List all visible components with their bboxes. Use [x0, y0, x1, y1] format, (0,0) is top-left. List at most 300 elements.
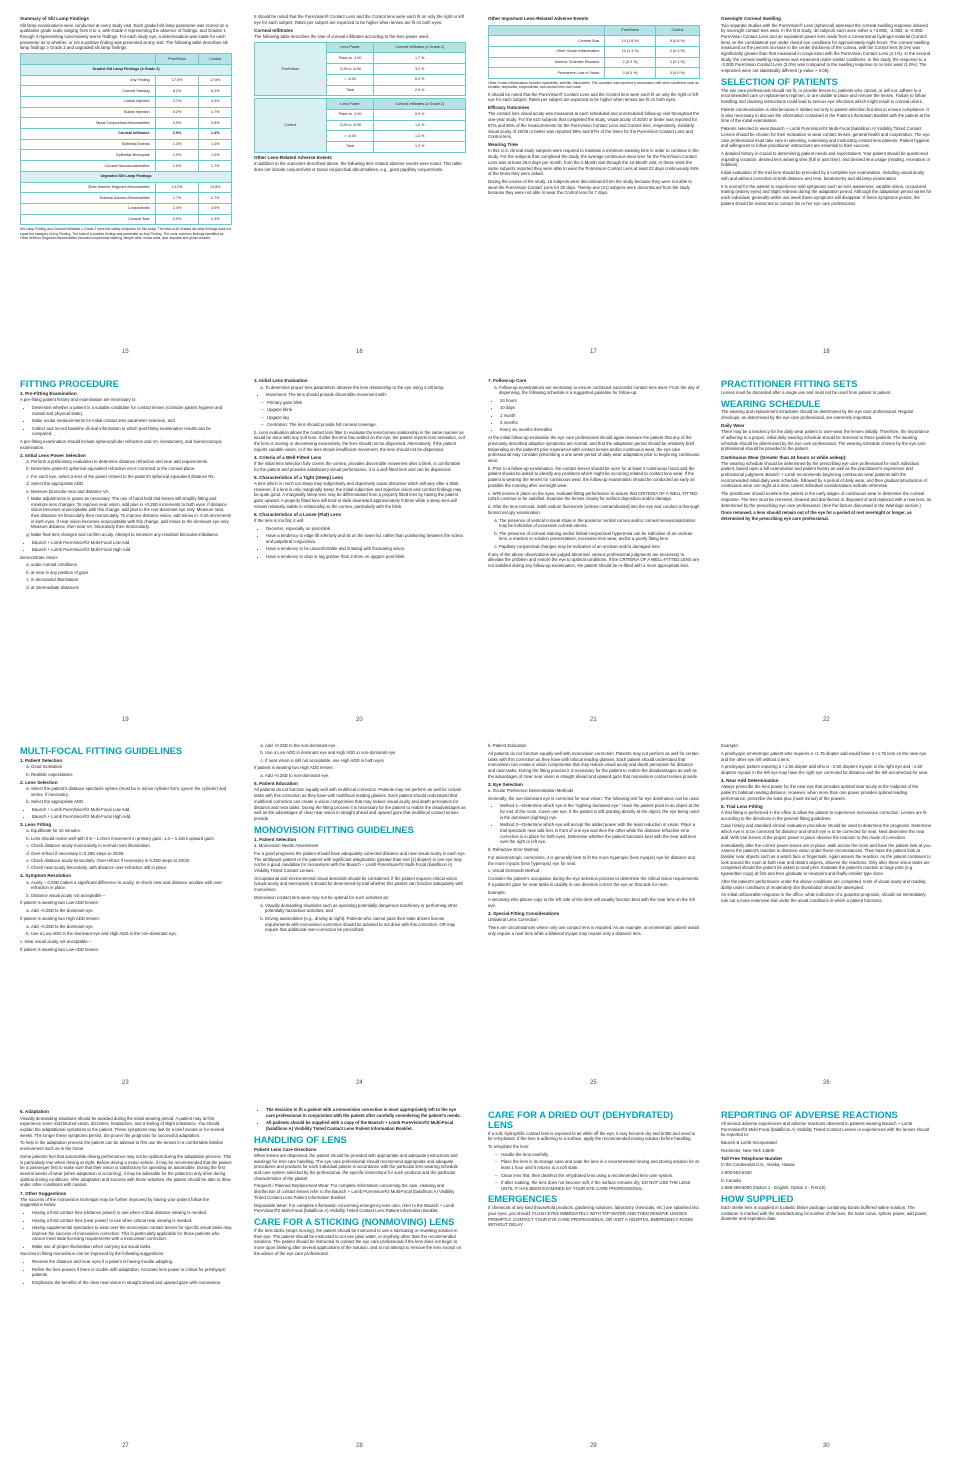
table-cell: Epithelial Edema: [21, 139, 156, 150]
section-heading: SELECTION OF PATIENTS: [721, 75, 838, 87]
paragraph: Lenses must be discarded after a single use and must not be used from patient to patient.: [721, 389, 892, 395]
lettered-list: [254, 385, 466, 391]
paragraph: Case history and standard clinical evaluation procedure should be used to determine the prognosis. Determine which eye is to be corrected for distance and which eye is to be corrected for near. Next determine the near add. With trial lenses of the proper power in place observe the reaction to this mode of correction.: [721, 823, 932, 840]
page-number: 26: [823, 1080, 830, 1086]
list-item: • Bausch + Lomb PureVision®2 Multi-Focal High Add.: [32, 814, 232, 820]
paragraph: If the initial lens selection fully covers the cornea, provides discernible movement after a blink, is comfortable for the patient and provides satisfactory visual performance, it is a well fitted lens and can be dispensed.: [254, 461, 461, 472]
paragraph: The contact lens visual acuity was measured at each scheduled and unscheduled follow-up visit throughout the one-year study. For the 610 subjects that completed the study, visual acuity of 20/20 or better was reported for 87% and 86% of the measurements for the PureVision Contact Lens and Control lens, respectively. Similarly, visual acuity of 20/25 or better was reported 98% and 97% of the times for the PureVision Contact Lens and Control lens.: [488, 111, 700, 140]
table-cell: 8.4%: [199, 86, 232, 97]
subheading: 7. Follow-up Care: [488, 378, 527, 384]
page-20: [254, 376, 466, 711]
table-cell: Limbal Injection: [21, 96, 156, 107]
table-row: [21, 193, 232, 204]
list-item: • 3 months: [500, 420, 700, 426]
paragraph: An initial unfavorable response in the office, while indicative of a guarded prognosis, should not immediately rule out a more extensive trial under the usual conditions in which a patient functions.: [721, 892, 926, 904]
paragraph: Initial evaluation of the trial lens should be preceded by a complete eye examination, including visual acuity with and without correction at both distance and near, keratometry and slit lamp examination.: [721, 170, 925, 181]
subheading: 2. Lens Selection: [20, 779, 58, 785]
page-number: 20: [356, 717, 363, 723]
subheading: 4. Symptom Resolution: [20, 873, 72, 879]
paragraph: Consider the patient's occupation during the eye selection process to determine the critical vision requirements. If a patient's gaze for near tasks is usually in one direction correct the eye on that side for near.: [488, 876, 700, 887]
table-cell: 2.0%: [199, 203, 232, 214]
table-cell: 4.3%: [199, 96, 232, 107]
dash-list: [488, 1152, 700, 1191]
table-cell: 1.0%: [155, 161, 199, 172]
table-cell: 17.5%: [155, 75, 199, 86]
list-item: a. Follow-up examinations are necessary to ensure continued successful contact lens wear. From the day of dispensing, the following schedule is a suggested guideline for follow-up:: [499, 385, 700, 396]
list-item: a. Add +0.25D to the non-dominant eye: [265, 743, 466, 749]
paragraph: 1-888-459-5000 (Option 1 - English, Option 2 - French): [721, 1185, 826, 1191]
paragraph: All patients do not function equally well with monovision correction. Patients may not perform as well for certain tasks with this correction as they have with bifocal reading glasses. Each patient should understand that monovision can create a vision compromise that may reduce visual acuity and depth perception for distance and near tasks. During the fitting process it is necessary for the patient to realize the disadvantages as well as the advantages of clear near vision in straight ahead and upward gaze that monovision contact lenses provide.: [488, 750, 699, 779]
page-number: 27: [122, 1443, 129, 1449]
page-26: [721, 743, 933, 1074]
table-group-label: Graded Slit Lamp Findings (≥ Grade 2): [21, 64, 232, 75]
paragraph: If the lens is too flat, it will:: [254, 518, 304, 524]
list-item: • Bausch + Lomb PureVision®2 Multi-Focal High Add: [32, 547, 232, 553]
paragraph: At the initial follow-up evaluation the eye care professional should again reassure the patient that any of the previously described adaptive symptoms are normal, and that the adaptation period should be relatively brief. Depending on the patient's prior experience with contact lenses and/or continuous wear, the eye care professional may consider prescribing a one week period of daily wear adaptation prior to beginning continuous wear.: [488, 435, 700, 463]
page-16: [254, 14, 466, 343]
lettered-list: [254, 743, 466, 763]
subheading: 3. Lens Fitting: [20, 822, 52, 828]
table-header: PureVision: [605, 25, 655, 36]
table-cell: Plano to -3.00: [326, 109, 374, 120]
table-cell: 0 (0.0 %): [605, 68, 655, 79]
table-cell: Permanent Loss of Vision: [489, 68, 605, 79]
list-item: b. Use a Low ADD in the dominant eye and High ADD in the non-dominant eye.: [31, 931, 232, 937]
paragraph: Monovision contact lens wear may not be optimal for such activities as:: [254, 894, 389, 900]
page-number: 23: [122, 1080, 129, 1086]
table-row-header: Control: [255, 99, 327, 153]
page-number: 30: [823, 1443, 830, 1449]
table-row: [489, 57, 700, 68]
paragraph: b. Patient Education: [488, 743, 527, 748]
table-cell: Total: [326, 142, 374, 153]
table-row: [21, 96, 232, 107]
list-item: – If after soaking, the lens does not become soft, if the surface remains dry, DO NOT USE THE LENS UNTIL IT HAS BEEN EXAMINED BY YOUR EYE CARE PROFESSIONAL.: [501, 1180, 700, 1191]
paragraph: When lenses are dispensed, the patient should be provided with appropriate and adequate instructions and warnings for lens care handling. The eye care professional should recommend appropriate and adequate procedures and products for each individual patient in accordance with the particular lens wearing schedule and care system selected by the professional, the specific instructions for such products and the particular characteristics of the patient.: [254, 1152, 458, 1181]
paragraph: Visually demanding situations should be avoided during the initial wearing period. A patient may at first experience some mild blurred vision, dizziness, headaches, and a feeling of slight imbalance. You should explain the adaptational symptoms to the patient. These symptoms may last for a brief minute or for several weeks. The longer these symptoms persist, the poorer the prognosis for successful adaptation.: [20, 1115, 225, 1138]
table-cell: 4.7%: [199, 107, 232, 118]
section-heading: MONOVISION FITTING GUIDELINES: [254, 823, 414, 835]
paragraph: A detailed history is crucial to determining patient needs and expectations. Your patient should be questioned regarding vocation, desired lens wearing time (full or part time), and desired lens usage (reading, recreation or hobbies).: [721, 151, 931, 168]
page-number: 19: [122, 717, 129, 723]
lettered-list: [20, 828, 232, 871]
page-29: [488, 1107, 700, 1437]
table-group-row: [21, 64, 232, 75]
table-cell: 14 (1.8 %): [605, 36, 655, 47]
list-item: • Having supplemental spectacles to wear over the monovision contact lenses for specific visual tasks may improve the success of monovision correction. This is particularly applicable for those patients who cannot meet state licensing requirements with a monovision correction.: [32, 1225, 232, 1242]
table-cell: 17.6%: [199, 75, 232, 86]
table-cell: 3.7%: [155, 96, 199, 107]
list-item: a. Equilibrate for 10 minutes.: [31, 828, 232, 834]
table-cell: 1.7%: [199, 161, 232, 172]
bullet-list: [20, 405, 232, 437]
table-cell: Other Anterior Segment Abnormalities: [21, 182, 156, 193]
section-heading: CARE FOR A STICKING (NONMOVING) LENS: [254, 1216, 455, 1228]
paragraph: The eye care professional should not fit, or provide lenses to, patients who cannot, or will not, adhere to a recommended care or replacement regimen, or are unable to place and remove the lenses. Failure to follow handling and cleaning instructions could lead to serious eye infections which might result in corneal ulcers.: [721, 87, 926, 105]
paragraph: It is normal for the patient to experience mild symptoms such as lens awareness, variable vision, occasional tearing (watery eyes) and slight redness during the adaptation period. Although the adaptation period varies for each individual, generally within one week these symptoms will disappear. If these symptoms persist, the patient should be instructed to contact his or her eye care professional.: [721, 183, 932, 206]
table-row: [21, 182, 232, 193]
table-cell: Any Finding: [21, 75, 156, 86]
table-cell: > -6.00: [326, 131, 374, 142]
table-cell: External Adnexa Abnormalities: [21, 193, 156, 204]
table-cell: 2.7%: [199, 193, 232, 204]
paragraph: Patients selected to wear Bausch + Lomb PureVision®2 Multi-Focal (balafilcon A) Visibility Tinted Contact Lenses should be chosen for their motivation to wear contact lenses, general health and cooperation. The eye care professional must take care in selecting, examining and instructing contact lens patients. Patient hygiene and willingness to follow practitioner instructions are essential to their success.: [721, 126, 930, 149]
subheading: 6. Adaptation: [20, 1109, 49, 1115]
table-row: [489, 36, 700, 47]
table-cell: 6.4 %: [374, 74, 466, 85]
subheading: Efficacy Outcomes: [488, 105, 530, 111]
paragraph: It should be noted that the PureVision® Contact Lens and the Control lens were each fit on only the right or left eye for each subject. Rates per subject are expected to be higher when lenses are fit on both eyes.: [254, 14, 465, 25]
subheading: 1. Patient Selection: [254, 836, 297, 842]
page-21: [488, 376, 700, 711]
subheading: Overnight Corneal Swelling: [721, 16, 781, 22]
table-cell: 8.2%: [155, 86, 199, 97]
list-item: • Collect and record baseline clinical information to which post-fitting examination results can be compared.: [32, 426, 232, 437]
table-cell: 1.0%: [199, 150, 232, 161]
paragraph: The following table describes the rate of corneal infiltrates according to the lens power used.: [254, 33, 430, 39]
list-item: – Upgaze lag: [267, 415, 466, 421]
paragraph: Success in fitting monovision can be improved by the following suggestions:: [20, 1251, 165, 1257]
list-item: f. Check near acuity binocularly, with distance over-refraction still in place.: [31, 865, 232, 871]
list-item: • 1 month: [500, 413, 700, 419]
page-number: 15: [122, 349, 129, 355]
table-corner: [21, 54, 156, 65]
list-item: a. The presence of vertical corneal striae in the posterior central cornea and/or corneal neovascularization may be indicative of excessive corneal edema.: [499, 518, 700, 529]
paragraph: If patient is wearing two High ADD lenses:: [20, 915, 100, 921]
lettered-list: [254, 903, 466, 933]
table-row: [21, 214, 232, 225]
paragraph: A presbyopic patient requiring a +1.50 diopter add who is –2.50 diopters myopic in the right eye and –1.50 diopters myopic in the left eye may have the right eye corrected for distance and the left uncorrected for near.: [721, 764, 929, 775]
table-header: Corneal Infiltrates (≥ Grade 2): [374, 99, 466, 110]
table-cell: Other Ocular Inflammation: [489, 46, 605, 57]
paragraph: To help in the adaptation process the patient can be advised to first use the lenses in a comfortable familiar environment such as in the home.: [20, 1140, 224, 1152]
paragraph: Unilateral Lens Correction: [488, 917, 538, 923]
section-heading: CARE FOR A DRIED OUT (DEHYDRATED) LENS: [488, 1109, 674, 1130]
section-heading: HOW SUPPLIED: [721, 1193, 794, 1205]
list-item: • Emphasize the benefits of the clear near vision in straight ahead and upward gaze with monovision.: [32, 1280, 232, 1286]
table-row: [489, 68, 700, 79]
list-item: a. Add –0.25D to the dominant eye.: [31, 908, 232, 914]
section-heading: MULTI-FOCAL FITTING GUIDELINES: [20, 745, 183, 756]
paragraph: For a good prognosis the patient should have adequately corrected distance and near visual acuity in each eye. The amblyopic patient or the patient with significant astigmatism (greater than one [1] diopter) in one eye may not be a good candidate for monovision with the Bausch + Lomb PureVision®2 Multi-Focal (balafilcon A) Visibility Tinted Contact Lenses.: [254, 850, 466, 873]
subheading: Toll Free Telephone Number: [721, 1155, 783, 1161]
table-cell: 0 (0.0 %): [655, 68, 699, 79]
table-row: [21, 161, 232, 172]
paragraph: All serious adverse experiences and adverse reactions observed in patients wearing Bausch + Lomb PureVision®2 Multi-Focal (balafilcon A) Visibility Tinted Contact Lenses or experienced with the lenses should be reported to:: [721, 1120, 930, 1138]
paragraph: All patients do not function equally well with multifocal correction. Patients may not perform as well for certain tasks with this correction as they have with multifocal reading glasses. Each patient should understand that multifocal correction can create a vision compromise that may reduce visual acuity and depth perception for distance and near tasks. During the fitting process it is necessary for the patient to realize the disadvantages as well as the advantages of clear near vision in straight ahead and upward gaze that multifocal contact lenses provide.: [254, 787, 466, 821]
table-cell: 2 (0.3 %): [655, 46, 699, 57]
subheading: Continuous Wear (Greater than 24 hours or while asleep):: [721, 454, 847, 460]
list-item: – Clean lens first, then disinfect the rehydrated lens using a recommended lens care system.: [501, 1173, 700, 1179]
table-row: [21, 150, 232, 161]
table-cell: 2.4%: [155, 203, 199, 214]
table-cell: 1.3 %: [374, 131, 466, 142]
list-item: • Have a tendency to be uncomfortable and irritating with fluctuating vision.: [266, 546, 466, 552]
page-18: [721, 14, 933, 343]
table-cell: 1.3%: [199, 129, 232, 140]
list-item: c. If near vision is still not acceptable, use High ADD in both eyes: [265, 758, 466, 764]
paragraph: c. With lenses in place on the eyes, evaluate fitting performance to assure that CRITERIA OF A WELL FITTED LENS continue to be satisfied. Examine the lenses closely for surface deposition and/or damage.: [488, 490, 698, 502]
table-cell: 1.0%: [155, 150, 199, 161]
paragraph: a. Monovision Needs Assessment: [254, 843, 319, 849]
subheading: 6. Characteristics of a Loose (Flat) Lens: [254, 511, 342, 517]
list-item: f. Make adjustments in power as necessary. The use of hand held trial lenses will simplify fitting and minimize lens changes. To improve near vision, add plus in +0.25D increments to both eyes. If distance vision becomes unacceptable with this change, add plus to the non-dominant eye only. Measure near, then distance VA binocularly then monocularly. To improve distance vision, add minus in -0.25 increments in both eyes. If near vision becomes unacceptable with this change, add minus to the dominant eye only. Measure distance, then near VA, binocularly then monocularly.: [31, 496, 232, 530]
paragraph: Rochester, New York 14609: [721, 1147, 775, 1153]
lettered-list: [20, 459, 232, 538]
table-header: Control: [199, 54, 232, 65]
paragraph: If any of the above observations are judged abnormal, various professional judgments are necessary to alleviate the problem and restore the eye to optimal conditions. If the CRITERIA OF A WELL-FITTED LENS are not satisfied during any follow-up examination, the patient should be re-fitted with a more appropriate lens.: [488, 551, 700, 568]
list-item: – Place the lens in its storage case and soak the lens in a recommended rinsing and storing solution for at least 1 hour until it returns to a soft state.: [501, 1159, 700, 1170]
bullet-list: [20, 540, 232, 553]
paragraph: If a soft, hydrophilic contact lens is exposed to air while off the eye, it may become dry and brittle and need to be rehydrated. If the lens is adhering to a surface, apply the recommended rinsing solution before handling.: [488, 1130, 696, 1142]
table-header: PureVision: [155, 54, 199, 65]
table-cell: 2.7%: [155, 193, 199, 204]
list-item: a. Select the patient's distance spectacle sphere (must be in minus cylinder form; ignore the cylinder) and vertex, if necessary.: [31, 786, 232, 797]
table-cell: Total: [326, 85, 374, 96]
bullet-list: [488, 398, 700, 433]
subheading: Corneal Infiltrates: [254, 27, 294, 33]
list-item: – Centration: The lens should provide full corneal coverage.: [267, 422, 466, 428]
paragraph: Frequent / Planned Replacement Wear: For complete information concerning the care, cleaning and disinfection of contact lenses refer to the Bausch + Lomb PureVision®2 Multi-Focal (balafilcon A) Visibility Tinted Contact Lens Patient Information Booklet.: [254, 1183, 455, 1200]
table-header: Lens Power: [326, 99, 374, 110]
table-row-header: PureVision: [255, 42, 327, 96]
paragraph: In addition to the outcomes described above, the following lens related adverse events were noted. This table does not include conjunctivitis or tarsal conjunctival abnormalities, e.g., giant papillary conjunctivitis.: [254, 161, 462, 172]
subheading: 2. Initial Lens Power Selection: [20, 452, 86, 458]
list-item: c. in decreased illumination: [31, 577, 232, 583]
page-25: [488, 743, 700, 1074]
list-item: • Having a third contact lens (near power) to use when critical near viewing is needed.: [32, 1218, 232, 1224]
footnote: Slit Lamp Finding and Corneal Infiltrates ≥ Grade 2 were the safety endpoints for this study. The total of all Graded slit lamp findings does not equal the category of Any Finding. The total of a positive finding was presented as Any Finding. The more common findings identified as Other Anterior Segment Abnormalities included conjunctival staining, dimple veils, mucin balls, lipid deposits and ghost vessels.: [20, 227, 232, 240]
table-row: [21, 75, 232, 86]
table-cell: 5.2%: [155, 107, 199, 118]
table-cell: Tarsal Conjunctival Abnormalities: [21, 118, 156, 129]
lettered-list: [20, 562, 232, 590]
subheading: 4. Criteria of a Well-Fitted Lens: [254, 454, 322, 460]
table-cell: Anterior Chamber Reaction: [489, 57, 605, 68]
page-number: 24: [356, 1080, 363, 1086]
paragraph: The wearing schedule should be determined by the prescribing eye care professional for each individual patient, based upon a full examination and patient history as well as the practitioner's experience and professional judgment. Bausch + Lomb recommends beginning continuous wear patients with the recommended initial daily wear schedule, followed by a period of daily wear, and then gradual introduction of continuous wear one night at a time, unless individual considerations indicate otherwise.: [721, 460, 927, 489]
section-heading: EMERGENCIES: [488, 1193, 558, 1205]
paragraph: a. Ocular Preference Determination Methods: [488, 787, 574, 793]
bullet-list: [20, 1210, 232, 1249]
paragraph: A trial fitting is performed in the office to allow the patient to experience monovision correction. Lenses are fit according to the directions in the general fitting guidelines.: [721, 809, 927, 821]
table-cell: 13.8%: [199, 182, 232, 193]
lettered-list: [20, 880, 232, 899]
table-header-row: [489, 25, 700, 36]
paragraph: A lens which is much too steep may subjectively and objectively cause distortion which will vary after a blink. However, if a lens is only marginally steep, the initial subjective and objective vision and comfort findings may be quite good. A marginally steep lens may be differentiated from a properly fitted lens by having the patient gaze upward. A properly fitted lens will tend to slide downward approximately 0.5mm while a steep lens will remain relatively stable in relationship to the cornea, particularly with the blink.: [254, 481, 462, 509]
paragraph: If the lens sticks (stops moving), the patient should be instructed to use a lubricating or rewetting solution in their eye. The patient should be instructed to not use plain water, or anything other than the recommended solutions. The patient should be instructed to contact the eye care professional if the lens does not begin to move upon blinking after several applications of the solution, and to not attempt to remove the lens except on the advice of the eye care professional.: [254, 1227, 462, 1256]
subheading: Wearing Time: [488, 142, 518, 148]
paragraph: In the Continental U.S., Alaska, Hawaii: [721, 1162, 795, 1168]
list-item: • Have a tendency to edge lift inferiorly and sit on the lower lid, rather than positioning between the sclera and palpebral conjunctiva.: [266, 533, 466, 544]
list-item: • Reverse the distance and near eyes if a patient is having trouble adapting.: [32, 1259, 232, 1265]
table-cell: -3.25 to -6.00: [326, 64, 374, 75]
paragraph: A secretary who places copy to the left side of the desk will usually function best with the near lens on the left eye.: [488, 897, 695, 909]
paragraph: After the patient's performance under the above conditions are completed, tests of visual acuity and reading ability under conditions of moderately dim illumination should be attempted.: [721, 878, 926, 890]
table-cell: 1.5 %: [374, 120, 466, 131]
table-header-row: [21, 54, 232, 65]
list-item: b. Use a Low ADD in dominant eye and High ADD in non-dominant eye: [265, 750, 466, 756]
table-cell: 13.2%: [155, 182, 199, 193]
paragraph: Disposable Wear: For complete information concerning emergency lens care, refer to the Bausch + Lomb PureVision®2 Multi-Focal (balafilcon A) Visibility Tinted Contact Lens Patient Information Booklet.: [254, 1202, 455, 1214]
bullet-list: [488, 803, 700, 845]
subheading: Summary of Slit Lamp Findings: [20, 16, 89, 22]
paragraph: c. Near visual acuity not acceptable –: [20, 938, 92, 944]
list-item: b. Determine patient's spherical equivalent refractive error corrected to the corneal plane.: [31, 466, 232, 472]
subheading: Other Lens-Related Adverse Events: [254, 155, 332, 161]
table-row: [21, 203, 232, 214]
list-item: • Having a third contact lens (distance power) to use when critical distance viewing is needed.: [32, 1210, 232, 1216]
paragraph: b. Lens evaluation allows the contact lens fitter to evaluate the lens/cornea relationship in the same manner as would be done with any soft lens. If after the lens has settled on the eye, the patient reports lens sensation, or if the lens is moving or decentering excessively, the lens should not be dispensed. Alternatively, if the patient reports variable vision, or if the lens shows insufficient movement, the lens should not be dispensed.: [254, 429, 466, 452]
page-17: [488, 14, 700, 343]
table-cell: 0.9 %: [374, 109, 466, 120]
subheading: Patient Lens Care Directions: [254, 1146, 317, 1152]
table-cell: 1.4%: [199, 139, 232, 150]
table-cell: 2.9 %: [374, 85, 466, 96]
paragraph: The wearing and replacement schedules should be determined by the eye care professional. Regular checkups, as determined by the eye care professional, are extremely important.: [721, 409, 914, 421]
subheading: 5. Characteristics of a Tight (Steep) Lens: [254, 474, 344, 480]
subheading: 7. Other Suggestions: [20, 1190, 67, 1196]
paragraph: To rehydrate the lens:: [488, 1144, 530, 1150]
list-item: • Make ocular measurements for initial contact lens parameter selection, and: [32, 418, 232, 424]
bullet-list: [20, 1259, 232, 1285]
paragraph: If patient is wearing two Low ADD lenses:: [20, 900, 99, 906]
section-heading: REPORTING OF ADVERSE REACTIONS: [721, 1109, 898, 1120]
paragraph: Example:: [721, 743, 739, 748]
list-item: b. Driving automobiles (e.g., driving at night). Patients who cannot pass their state drivers license requirements with monovision correction should be advised to not drive with this correction, OR may require that additional over-correction be prescribed.: [265, 916, 466, 933]
page-28: [254, 1107, 466, 1437]
table-cell: 3.9%: [199, 118, 232, 129]
list-item: – Upgaze blink: [267, 407, 466, 413]
paragraph: Immediately after the correct power lenses are in place, walk across the room and have the patient look at you. Assess the patient's reaction to distance vision under these circumstances. Then have the patient look at familiar near objects such as a watch face or fingernails. Again assess the reaction. As the patient continues to look around the room at both near and distant objects, observe the reactions. Only after these vision tasks are completed should the patient be asked to read print. Evaluate the patient's reaction to large print (e.g. typewritten copy) at first and then graduate to newsprint and finally smaller type sizes.: [721, 842, 932, 877]
page-22: [721, 376, 933, 711]
subheading: 4. Near Add Determination: [721, 778, 779, 784]
paragraph: Each sterile lens is supplied in a plastic blister package containing borate buffered saline solution. The container is marked with the manufacturing lot number of the lens, the base curve, sphere power, add power, diameter and expiration date.: [721, 1205, 928, 1222]
paragraph: The success of the monovision technique may be further improved by having your patient follow the suggestions below.: [20, 1196, 210, 1208]
page-number: 28: [356, 1443, 363, 1449]
subheading: 1. Patient Selection: [20, 758, 63, 764]
table-corner: [489, 25, 605, 36]
paragraph: A pre-fitting patient history and examination are necessary to:: [20, 397, 137, 403]
table-cell: Conjunctivitis: [21, 203, 156, 214]
list-item: • Make use of proper illumination when carrying out visual tasks.: [32, 1244, 232, 1250]
paragraph: If patient is wearing two High ADD lenses:: [254, 765, 334, 771]
paragraph: 1-800-553-5340: [721, 1169, 752, 1175]
list-item: • Bausch + Lomb PureVision®2 Multi-Focal Low Add: [32, 540, 232, 546]
page-number: 17: [590, 349, 597, 355]
paragraph: Demonstrate vision:: [20, 554, 58, 560]
bullet-list: [254, 1107, 466, 1132]
paragraph: Two separate studies with the PureVision® Lens (spherical) assessed the corneal swelling response induced by overnight contact lens wear. In the first study, 30 subjects each wore either a +3.00D, -3.00D, or -9.00D PureVision Contact Lens and an equivalent power lens made from a conventional hydrogel material (Control lens) on the contralateral eye under closed eye conditions for approximately eight hours. The corneal swelling, measured as the percent increase in the center thickness of the cornea, with the Control lens (9.1%) was significantly greater than that measured in conjunction with the PureVision Contact Lens (4.1%). In the second study, the corneal swelling response was measured under similar conditions. In this study, the response to a -3.00D PureVision Contact Lens (3.0%) was compared to the swelling response to no lens wear (1.9%). The responses were not statistically different (p-value > 0.05).: [721, 22, 931, 74]
paragraph: Slit lamp examinations were conducted at every study visit. Each graded slit lamp parameter was scored on a qualitative grade scale ranging from 0 to 4, with Grade 0 representing the absence of findings, and Grades 1 through 4 representing successively worse findings. For each study eye, a determination was made for each parameter as to whether, or not a positive finding was presented at any visit. The following table describes slit lamp findings ≥ Grade 2 and ungraded slit lamp findings.: [20, 22, 229, 51]
paragraph: If chemicals of any kind (household products, gardening solutions, laboratory chemicals, etc.) are splashed into your eyes, you should: FLUSH EYES IMMEDIATELY WITH TAP WATER AND THEN REMOVE LENSES PROMPTLY. CONTACT YOUR EYE CARE PROFESSIONAL OR VISIT A HOSPITAL EMERGENCY ROOM WITHOUT DELAY.: [488, 1205, 699, 1228]
list-item: • Bausch + Lomb PureVision®2 Multi-Focal Low Add.: [32, 807, 232, 813]
paragraph: Once removed, a lens should remain out of the eye for a period of rest overnight or longer, as determined by the prescribing eye care professional.: [721, 510, 912, 522]
page-number: 21: [590, 717, 597, 723]
lettered-list: [254, 773, 466, 779]
list-item: • 24 hours: [500, 398, 700, 404]
table-header: Corneal Infiltrates (≥ Grade 2): [374, 42, 466, 53]
page-27: [20, 1107, 232, 1437]
list-item: a. under normal conditions: [31, 562, 232, 568]
list-item: b. The presence of corneal staining and/or limbal-conjunctival hyperemia can be indicative of an unclean lens, a reaction to solution preservatives, excessive lens wear, and/or a poorly fitting lens.: [499, 531, 700, 542]
paragraph: A pre-fitting examination should include spherocylinder refraction and VA, keratometry, and biomicroscopic examination.: [20, 439, 222, 450]
section-heading: FITTING PROCEDURE: [20, 378, 119, 389]
lettered-list: [488, 518, 700, 550]
table-cell: 1.3%: [155, 139, 199, 150]
list-item: b. Realistic expectations: [31, 772, 232, 778]
table-cell: Epithelial Microcysts: [21, 150, 156, 161]
paragraph: Patient communication is vital because it relates not only to patient selection but also to ensure compliance. It is also necessary to discuss the information contained in the Patient Information Booklet with the patient at the time of the initial examination.: [721, 106, 931, 124]
list-item: b. Lens should center well with 0.5 – 1.0mm movement in primary gaze, 1.0 – 1.5mm upward gaze.: [31, 836, 232, 842]
list-item: • Method 2—Determine which eye will accept the added power with the least reduction in vision. Place a trial spectacle near add lens in front of one eye and then the other while the distance refractive error correction is in place for both eyes. Determine whether the patient functions best with the near add lens over the right or left eye.: [500, 822, 700, 845]
page-number: 18: [823, 349, 830, 355]
subheading: 1. Pre-Fitting Examination: [20, 391, 77, 397]
table-row: [21, 129, 232, 140]
page-number: 25: [590, 1080, 597, 1086]
lettered-list: [20, 786, 232, 805]
list-item: • The decision to fit a patient with a monovision correction is most appropriately left to the eye care professional in conjunction with the patient after carefully considering the patient's needs.: [266, 1107, 466, 1118]
table-cell: 3.2 %: [374, 64, 466, 75]
list-item: c. For each eye, select a lens of the power closest to the patient's spherical equivalent distance Rx.: [31, 474, 232, 480]
table-cell: 1 (0.1 %): [655, 57, 699, 68]
table-cell: 3.9%: [155, 118, 199, 129]
bullet-list: [254, 392, 466, 398]
section-heading: WEARING SCHEDULE: [721, 397, 821, 409]
table-cell: 1.3 %: [374, 142, 466, 153]
list-item: g. Make final lens changes and confirm acuity. Attempt to minimize any resultant binocular imbalance.: [31, 532, 232, 538]
infiltrates-purevision-table: [254, 42, 466, 97]
paragraph: In this U.S. clinical study subjects were required to maintain a minimum wearing time in order to continue in the study. For the subjects that completed the study, the average continuous wear time for the PureVision Contact Lens was at least 28.0 days per month, from the 2-Month visit through the 12-Month visit. At these visits the same subjects reported they were able to wear the PureVision Contact Lens at least 22 days continuously 94% of the times they were asked.: [488, 148, 699, 177]
page-30: [721, 1107, 933, 1437]
paragraph: c. Visual Demands Method: [488, 868, 540, 874]
list-item: a. Good motivation: [31, 764, 232, 770]
section-heading: HANDLING OF LENS: [254, 1133, 347, 1145]
paragraph: Generally, the non-dominant eye is corrected for near vision. The following test for eye dominance can be used.: [488, 795, 700, 801]
table-cell: 5 (0.6 %): [655, 36, 699, 47]
page-number: 16: [356, 349, 363, 355]
table-cell: 2.9%: [155, 129, 199, 140]
list-item: • Movement: The lens should provide discernible movement with:: [266, 392, 466, 398]
paragraph: There may be a tendency for the daily wear patient to over-wear the lenses initially. Therefore, the importance of adhering to a proper, initial daily wearing schedule should be stressed to these patients. The wearing schedule should be determined by the eye care professional. The wearing schedule chosen by the eye care professional should be provided to the patient.: [721, 429, 930, 452]
section-heading: PRACTITIONER FITTING SETS: [721, 378, 858, 389]
page-15: [20, 14, 232, 343]
list-item: a. To determine proper lens parameters observe the lens relationship to the eye using a slit lamp.: [265, 385, 466, 391]
list-item: e. Check distance acuity binocularly. Over-refract if necessary in 0.25D steps to 20/20.: [31, 858, 232, 864]
list-item: b. at near in any position of gaze: [31, 570, 232, 576]
footnote: Other Ocular Inflammation includes episcleritis, scleritis, iritis/uveitis. This condition was reported in association with other conditions such as keratitis, blepharitis, conjunctivitis, and contact lens over-wear.: [488, 81, 699, 90]
list-item: d. Over-refract if necessary in 0.25D steps to 20/25.: [31, 851, 232, 857]
infiltrates-control-table: [254, 98, 466, 153]
table-cell: Corneal Neovascularization: [21, 161, 156, 172]
table-cell: Corneal Scar: [489, 36, 605, 47]
list-item: d. at intermediate distances: [31, 585, 232, 591]
list-item: c. Check distance acuity monocularly in normal room illumination.: [31, 843, 232, 849]
subheading: Daily Wear: [721, 423, 745, 429]
list-item: a. Visually demanding situations such as operating potentially dangerous machinery or performing other potentially hazardous activities; and: [265, 903, 466, 914]
paragraph: If patient is wearing two Low ADD lenses:: [20, 946, 99, 952]
table-header-row: [255, 42, 466, 53]
paragraph: b. Prior to a follow-up examination, the contact lenses should be worn for at least 4 continuous hours and the patient should be asked to identify any problems which might be occurring related to contact lens wear. If the patient is wearing the lenses for continuous wear, the follow-up examination should be conducted as early as possible the morning after overnight wear.: [488, 465, 695, 488]
table-header: Lens Power: [326, 42, 374, 53]
subheading: 3. Initial Lens Evaluation: [254, 378, 308, 384]
paragraph: It should be noted that the PureVision® Contact Lens and the Control lens were each fit on only the right or left eye for each subject. Rates per subject are expected to be higher when lenses are fit on both eyes.: [488, 91, 699, 103]
list-item: a. Add –0.25D to the dominant eye.: [31, 924, 232, 930]
paragraph: There are circumstances where only one contact lens is required. As an example, an emmetropic patient would only require a near lens while a bilateral myope may require only a distance lens.: [488, 925, 699, 936]
table-cell: Plano to -3.00: [326, 53, 374, 64]
lettered-list: [488, 385, 700, 396]
list-item: a. Perform a preliminary evaluation to determine distance refraction and near add requirements.: [31, 459, 232, 465]
